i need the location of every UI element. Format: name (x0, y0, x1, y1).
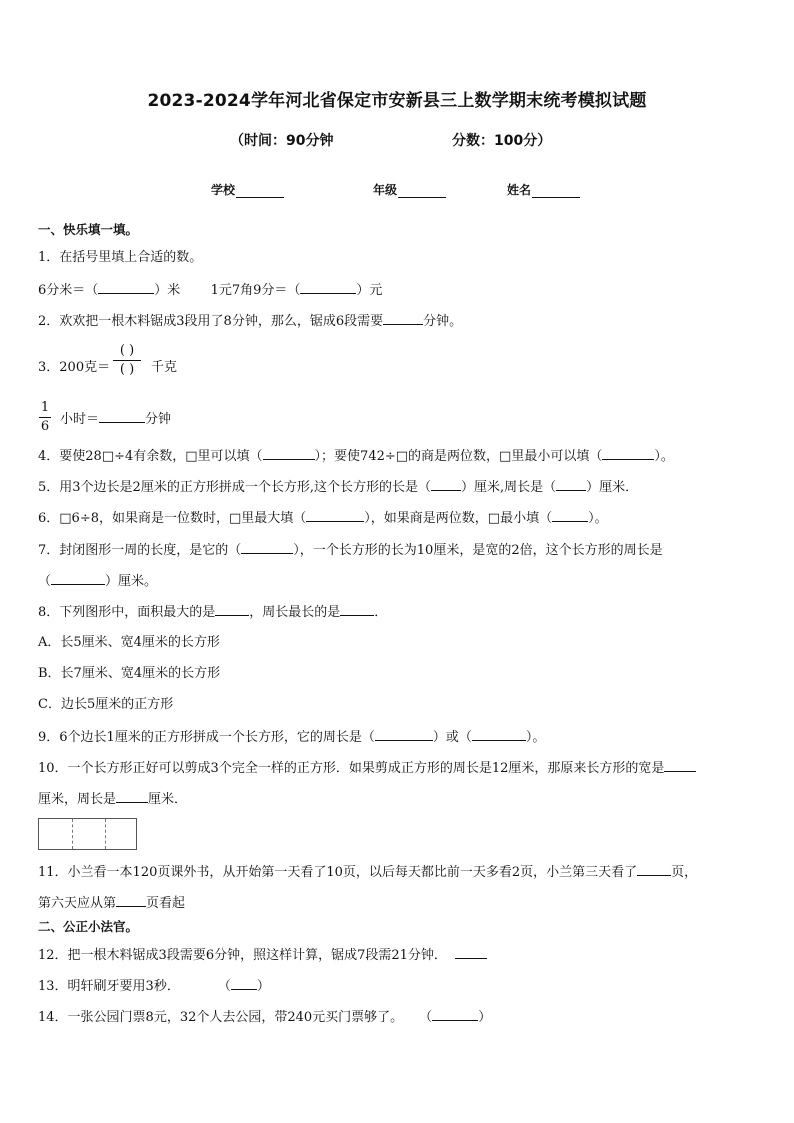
answer-blank[interactable] (431, 478, 461, 491)
q10-text-3: 厘米． (148, 792, 188, 807)
q12-text: 12．把一根木料锯成3段需要6分钟，照这样计算，锯成7段需21分钟． (38, 948, 447, 963)
q2-text: 2．欢欢把一根木料锯成3段用了8分钟，那么，锯成6段需要 (38, 314, 384, 329)
q7-text-1: 7．封闭图形一周的长度，是它的（ (38, 543, 242, 558)
q14-paren-close: ） (478, 1010, 492, 1025)
fraction-numerator: 1 (40, 400, 50, 415)
name-blank[interactable] (532, 184, 580, 198)
answer-blank[interactable] (98, 281, 154, 294)
answer-blank[interactable] (241, 541, 293, 554)
question-10-cont (38, 790, 187, 809)
q5-text-1: 5．用3个边长是2厘米的正方形拼成一个长方形,这个长方形的长是（ (38, 480, 431, 495)
fraction-denominator: 6 (40, 419, 50, 434)
answer-blank[interactable] (637, 863, 671, 876)
q9-text-2: ）或（ (432, 730, 472, 745)
answer-blank[interactable] (664, 759, 696, 772)
question-11-cont (38, 894, 185, 913)
q5-text-3: ）厘米． (586, 480, 639, 495)
fraction-bar (113, 360, 141, 361)
fraction-numerator[interactable]: ( ) (119, 343, 135, 358)
q6-text-2: ），如果商是两位数，□最小填（ (364, 511, 553, 526)
q4-text-2: ）；要使742÷□的商是两位数，□里最小可以填（ (314, 449, 603, 464)
q6-text-3: ）。 (588, 511, 608, 526)
answer-blank[interactable] (472, 728, 526, 741)
q11-text-4: 页看起 (146, 896, 186, 911)
q10-text-2: 厘米，周长是 (38, 792, 117, 807)
divider-line (72, 819, 73, 849)
question-7-cont (38, 572, 157, 591)
q6-text-1: 6．□6÷8，如果商是一位数时，□里最大填（ (38, 511, 307, 526)
school-label: 学校 (211, 183, 236, 197)
option-c: C．边长5厘米的正方形 (38, 697, 174, 712)
divider-line (105, 819, 106, 849)
school-blank[interactable] (236, 184, 284, 198)
q3-text: 3．200克＝ (38, 360, 111, 375)
q14-text: 14．一张公园门票8元，32个人去公园，带240元买门票够了。 (38, 1010, 404, 1025)
answer-blank[interactable] (556, 478, 586, 491)
q4-text-3: ）。 (654, 449, 674, 464)
question-10 (38, 759, 696, 778)
answer-blank[interactable] (116, 894, 146, 907)
exam-meta (0, 130, 794, 150)
name-label: 姓名 (507, 183, 532, 197)
exam-time: （时间：90分钟 (230, 133, 334, 149)
question-7 (38, 541, 663, 560)
answer-blank[interactable] (231, 977, 257, 990)
section-heading-2: 二、公正小法官。 (38, 919, 139, 934)
answer-blank[interactable] (51, 572, 105, 585)
q11-text-3: 第六天应从第 (38, 896, 117, 911)
page-title: 2023-2024学年河北省保定市安新县三上数学期末统考模拟试题 (147, 91, 647, 111)
q7-paren-open: （ (38, 574, 52, 589)
q11-text-1: 11．小兰看一本120页课外书，从开始第一天看了10页，以后每天都比前一天多看2页，小兰第三天看了 (38, 865, 638, 880)
question-11 (38, 863, 697, 882)
option-a: A．长5厘米、宽4厘米的长方形 (38, 635, 220, 650)
exam-score: 分数：100分） (452, 133, 552, 149)
grade-label: 年级 (373, 183, 398, 197)
q9-text-1: 9．6个边长1厘米的正方形拼成一个长方形，它的周长是（ (38, 730, 375, 745)
q10-text-1: 10．一个长方形正好可以剪成3个完全一样的正方形．如果剪成正方形的周长是12厘米，那原来长方形的宽是 (38, 761, 665, 776)
q1a-unit: ）米 (154, 283, 181, 298)
q9-text-3: ）。 (525, 730, 546, 745)
answer-blank[interactable] (99, 410, 145, 423)
q3-unit: 千克 (151, 360, 178, 375)
answer-blank[interactable] (552, 509, 588, 522)
answer-blank[interactable] (263, 447, 315, 460)
question-9 (38, 728, 545, 747)
q13-text: 13．明轩刷牙要用3秒． (38, 979, 180, 994)
answer-blank[interactable] (432, 1008, 478, 1021)
answer-blank[interactable] (300, 281, 356, 294)
q5-text-2: ）厘米,周长是（ (460, 480, 557, 495)
q1b-text: 1元7角9分＝（ (210, 283, 301, 298)
q13-paren-open: （ (217, 979, 231, 994)
option-b: B．长7厘米、宽4厘米的长方形 (38, 666, 221, 681)
question-14 (38, 1008, 491, 1027)
q13-paren-close: ） (256, 979, 270, 994)
q1b-unit: ）元 (356, 283, 383, 298)
section-heading-1: 一、快乐填一填。 (38, 222, 139, 237)
q7-text-2: ），一个长方形的长为10厘米，是宽的2倍，这个长方形的周长是 (293, 543, 663, 558)
q11-text-2: 页， (671, 865, 698, 880)
student-info-row (0, 181, 794, 201)
q14-paren-open: （ (419, 1010, 433, 1025)
grade-blank[interactable] (398, 184, 446, 198)
q2-unit: 分钟。 (423, 314, 463, 329)
q3b-text: 小时＝ (60, 412, 100, 427)
question-1-parts (38, 281, 382, 300)
answer-blank[interactable] (340, 603, 374, 616)
q8-text-2: ，周长最长的是 (249, 605, 341, 620)
school-field[interactable] (211, 181, 284, 198)
answer-blank[interactable] (383, 312, 423, 325)
rectangle-diagram (38, 818, 137, 850)
q1a-text: 6分米＝（ (38, 283, 99, 298)
q8-text-1: 8．下列图形中，面积最大的是 (38, 605, 216, 620)
grade-field[interactable] (373, 181, 446, 198)
question-1: 1．在括号里填上合适的数。 (38, 250, 203, 265)
answer-blank[interactable] (306, 509, 364, 522)
answer-blank[interactable] (375, 728, 433, 741)
answer-blank[interactable] (116, 790, 148, 803)
fraction-one-sixth (39, 400, 51, 435)
q3b-unit: 分钟 (145, 412, 172, 427)
question-3b (60, 410, 171, 429)
name-field[interactable] (507, 181, 580, 198)
answer-blank[interactable] (215, 603, 249, 616)
q8-text-3: ． (374, 605, 388, 620)
question-12 (38, 946, 487, 965)
answer-blank[interactable] (455, 946, 487, 959)
fraction-q3 (113, 343, 141, 378)
q7-text-3: ）厘米。 (105, 574, 158, 589)
fraction-bar (39, 417, 51, 418)
question-8 (38, 603, 387, 622)
question-3 (38, 359, 110, 377)
question-2 (38, 312, 462, 331)
q4-text-1: 4．要使28□÷4有余数，□里可以填（ (38, 449, 263, 464)
fraction-denominator[interactable]: ( ) (119, 362, 135, 377)
answer-blank[interactable] (602, 447, 654, 460)
question-13 (38, 977, 270, 996)
question-6 (38, 509, 608, 528)
question-5 (38, 478, 638, 497)
question-4 (38, 447, 674, 466)
